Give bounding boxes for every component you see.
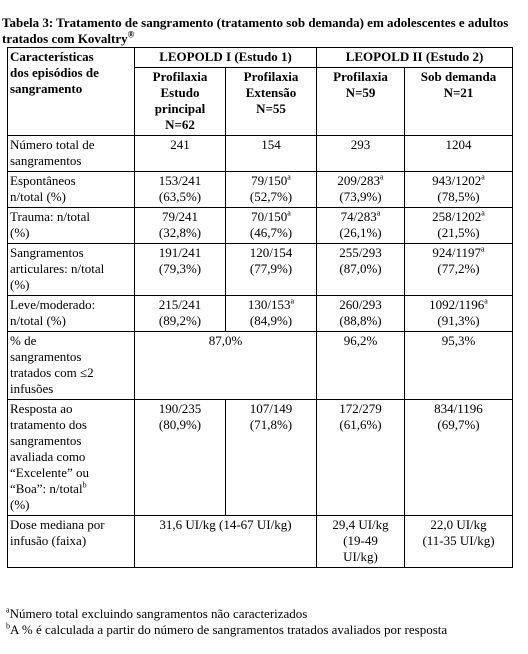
table-cell: 29,4 UI/kg (19-49 UI/kg) bbox=[317, 516, 405, 568]
table-cell: 79/150$^a$ (52,7%) bbox=[226, 172, 317, 208]
table-cell: 258/1202$^a$ (21,5%) bbox=[405, 208, 513, 244]
table-row bbox=[8, 400, 513, 516]
header-col-prophylaxis-main: Profilaxia Estudo principal N=62 bbox=[135, 68, 226, 136]
table-cell: 153/241 (63,5%) bbox=[135, 172, 226, 208]
table-cell: 120/154 (77,9%) bbox=[226, 244, 317, 296]
table-cell: 79/241 (32,8%) bbox=[135, 208, 226, 244]
row-label: % de sangramentos tratados com ≤2 infusões bbox=[8, 332, 135, 400]
table-cell: 255/293 (87,0%) bbox=[317, 244, 405, 296]
table-cell: 293 bbox=[317, 136, 405, 172]
table-row bbox=[8, 516, 513, 568]
table-cell: 95,3% bbox=[405, 332, 513, 400]
footnote-ref-a: a bbox=[484, 296, 488, 306]
row-label: Espontâneos n/total (%) bbox=[8, 172, 135, 208]
row-label: Número total de sangramentos bbox=[8, 136, 135, 172]
table-row bbox=[8, 208, 513, 244]
table-row bbox=[8, 136, 513, 172]
table-cell: 74/283$^a$ (26,1%) bbox=[317, 208, 405, 244]
footnote-ref-a: a bbox=[380, 172, 384, 182]
footnote-b: $^b$A % é calculada a partir do número de sangramentos tratados avaliados por resposta bbox=[6, 621, 448, 637]
table-cell: 130/153$^a$ (84,9%) bbox=[226, 296, 317, 332]
bleeding-treatment-table bbox=[7, 47, 513, 568]
table-cell: 190/235 (80,9%) bbox=[135, 400, 226, 516]
table-cell: 1092/1196$^a$ (91,3%) bbox=[405, 296, 513, 332]
table-cell: 215/241 (89,2%) bbox=[135, 296, 226, 332]
header-col-prophylaxis-extension: Profilaxia Extensão N=55 bbox=[226, 68, 317, 136]
table-cell: 154 bbox=[226, 136, 317, 172]
table-cell: 70/150$^a$ (46,7%) bbox=[226, 208, 317, 244]
footnotes bbox=[6, 606, 526, 638]
table-cell: 209/283$^a$ (73,9%) bbox=[317, 172, 405, 208]
footnote-ref-a: a bbox=[481, 208, 485, 218]
row-label: Dose mediana por infusão (faixa) bbox=[8, 516, 135, 568]
row-label: Sangramentos articulares: n/total (%) bbox=[8, 244, 135, 296]
header-study-2: LEOPOLD II (Estudo 2) bbox=[317, 48, 513, 68]
table-cell: 172/279 (61,6%) bbox=[317, 400, 405, 516]
header-col-prophylaxis-study2: Profilaxia N=59 bbox=[317, 68, 405, 136]
row-label: Resposta ao tratamento dos sangramentos avaliada como “Excelente” ou “Boa”: n/total$^b$ (%) bbox=[8, 400, 135, 516]
table-row bbox=[8, 296, 513, 332]
table-cell: 1204 bbox=[405, 136, 513, 172]
header-study-1: LEOPOLD I (Estudo 1) bbox=[135, 48, 317, 68]
footnote-ref-a: a bbox=[481, 244, 485, 254]
footnote-ref-a: a bbox=[376, 208, 381, 218]
table-row bbox=[8, 172, 513, 208]
table-cell: 22,0 UI/kg (11-35 UI/kg) bbox=[405, 516, 513, 568]
table-cell: 107/149 (71,8%) bbox=[226, 400, 317, 516]
table-cell: 924/1197$^a$ (77,2%) bbox=[405, 244, 513, 296]
row-label: Leve/moderado: n/total (%) bbox=[8, 296, 135, 332]
footnote-ref-a: a bbox=[481, 172, 485, 182]
table-cell-merged: 31,6 UI/kg (14-67 UI/kg) bbox=[135, 516, 317, 568]
row-label: Trauma: n/total (%) bbox=[8, 208, 135, 244]
table-cell: 241 bbox=[135, 136, 226, 172]
registered-mark: ® bbox=[127, 29, 135, 40]
footnote-ref-a: a bbox=[287, 172, 291, 182]
header-row-study bbox=[8, 48, 513, 68]
table-cell: 96,2% bbox=[317, 332, 405, 400]
table-cell: 943/1202$^a$ (78,5%) bbox=[405, 172, 513, 208]
caption-text: Tabela 3: Tratamento de sangramento (tratamento sob demanda) em adolescentes e adultos tratados com Kovaltry bbox=[2, 15, 509, 46]
table-row bbox=[8, 332, 513, 400]
table-cell: 834/1196 (69,7%) bbox=[405, 400, 513, 516]
header-col-on-demand: Sob demanda N=21 bbox=[405, 68, 513, 136]
footnote-ref-a: a bbox=[287, 208, 291, 218]
table-cell-merged: 87,0% bbox=[135, 332, 317, 400]
table-row bbox=[8, 244, 513, 296]
table-cell: 191/241 (79,3%) bbox=[135, 244, 226, 296]
table-cell: 260/293 (88,8%) bbox=[317, 296, 405, 332]
footnote-a: $^a$Número total excluindo sangramentos não caracterizados bbox=[6, 605, 308, 621]
table-caption bbox=[2, 15, 526, 47]
footnote-ref-a: a bbox=[290, 296, 295, 306]
header-characteristics: Características dos episódios de sangramento bbox=[8, 48, 135, 136]
footnote-ref-b: b bbox=[82, 480, 87, 490]
